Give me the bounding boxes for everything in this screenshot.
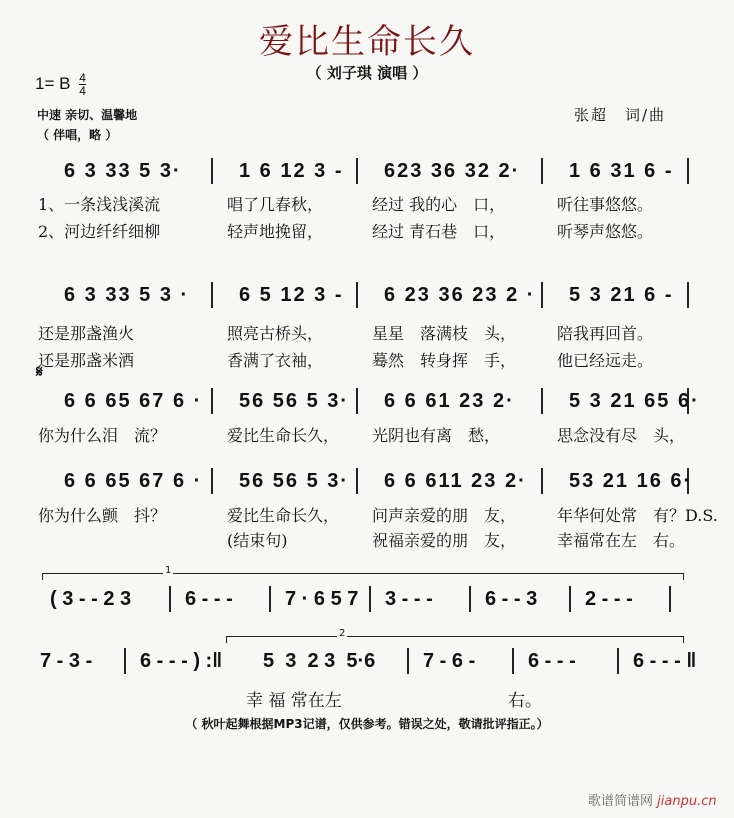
lyrics-line — [38, 221, 689, 243]
measure: 6 - - - ‖ — [633, 650, 697, 672]
measure: 7 - 3 - — [26, 648, 126, 674]
measure: 5 3 21 6 - — [543, 282, 689, 308]
notation-line — [38, 158, 689, 184]
measure: 5 3 21 65 6· — [543, 388, 689, 414]
lyric-segment: 爱比生命长久， — [227, 426, 340, 445]
measure: 6 3 33 5 3· — [38, 158, 213, 184]
lyrics-line — [38, 530, 689, 552]
key-signature — [35, 72, 86, 97]
lyric-segment: 你为什么泪 流？ — [38, 426, 167, 445]
lyric-segment: 还是那盏渔火 — [38, 324, 135, 343]
lyric-segment: 香满了衣袖， — [227, 351, 324, 370]
time-sig-top: 4 — [79, 71, 86, 85]
measure: 3 - - - — [371, 586, 471, 612]
lyric-segment: 光阴也有离 愁， — [372, 426, 501, 445]
lyric-segment: 轻声地挽留， — [227, 222, 324, 241]
lyric-segment: 你为什么颤 抖？ — [38, 506, 167, 525]
lyric-segment: 还是那盏米酒 — [38, 351, 135, 370]
composer-credit: 张超 词/曲 — [574, 106, 667, 124]
lyric-segment: 问声亲爱的朋 友， — [372, 506, 517, 525]
measure: ( 3 - - 2 3 — [36, 586, 171, 612]
lyric-segment: 听往事悠悠。 — [557, 195, 654, 214]
time-signature — [79, 72, 86, 97]
lyric-segment: 星星 落满枝 头， — [372, 324, 517, 343]
lyrics-line — [38, 323, 689, 345]
measure: 53 21 16 6· — [543, 468, 689, 494]
lyric-segment: (结束句) — [227, 531, 288, 550]
accompaniment-note: （ 伴唱，略 ） — [37, 128, 118, 142]
measure: 623 36 32 2· — [358, 158, 543, 184]
measure: 6 6 65 67 6 · — [38, 468, 213, 494]
lyrics-line — [38, 194, 689, 216]
measure: 6 5 12 3 - — [213, 282, 358, 308]
segno-sign: 𝄋 — [36, 362, 43, 381]
performer: （ 刘子琪 演唱 ） — [306, 64, 428, 82]
watermark-text: 歌谱简谱网 — [588, 794, 654, 809]
lyric-segment: 经过 青石巷 口， — [372, 222, 506, 241]
lyric-segment: 2、河边纤纤细柳 — [38, 222, 161, 241]
measure: 6 - - 3 — [471, 586, 571, 612]
lyric-segment: 唱了几春秋， — [227, 195, 324, 214]
lyric-segment: 祝福亲爱的朋 友， — [372, 531, 517, 550]
measure: 6 3 33 5 3 · — [38, 282, 213, 308]
lyrics-line — [38, 505, 718, 527]
lyric-segment: 他已经远走。 — [557, 351, 654, 370]
ending-label: 1 — [165, 565, 172, 576]
lyrics-line — [38, 425, 689, 447]
measure: 6 - - - — [514, 648, 619, 674]
time-sig-bottom: 4 — [79, 84, 86, 98]
lyric-segment: 经过 我的心 口， — [372, 195, 506, 214]
lyric-segment: 照亮古桥头， — [227, 324, 324, 343]
notation-line — [38, 282, 689, 308]
first-ending-bracket — [42, 565, 684, 580]
lyric-segment: 幸福常在左 右。 — [557, 531, 686, 550]
lyric-segment: 年华何处常 有？D.S. — [557, 506, 718, 525]
measure: 6 6 61 23 2· — [358, 388, 543, 414]
lyric-segment: 蓦然 转身挥 手， — [372, 351, 517, 370]
measure: 6 23 36 23 2 · — [358, 282, 543, 308]
transcriber-note: （ 秋叶起舞根据MP3记谱，仅供参考。错误之处，敬请批评指正。） — [185, 717, 549, 731]
measure: 1 6 12 3 - — [213, 158, 358, 184]
measure: 56 56 5 3· — [213, 468, 358, 494]
measure: 56 56 5 3· — [213, 388, 358, 414]
ending-lyric: 右。 — [508, 691, 542, 711]
second-ending-bracket — [226, 628, 684, 643]
lyrics-line — [38, 350, 689, 372]
ending-line — [26, 648, 717, 674]
lyric-segment: 爱比生命长久， — [227, 506, 340, 525]
watermark — [588, 790, 717, 809]
measure: 2 - - - — [571, 586, 671, 612]
measure: 7 · 6 5 7 — [271, 586, 371, 612]
measure: 6 6 65 67 6 · — [38, 388, 213, 414]
watermark-site: jianpu.cn — [657, 794, 717, 809]
lyric-segment: 陪我再回首。 — [557, 324, 654, 343]
ending-label: 2 — [339, 628, 346, 639]
measure: 6 - - - ) :‖ — [140, 650, 223, 672]
tempo-marking: 中速 亲切、温馨地 — [37, 108, 138, 122]
notation-line — [38, 468, 693, 494]
notation-line — [38, 388, 700, 414]
lyric-segment: 1、一条浅浅溪流 — [38, 195, 161, 214]
lyric-segment: 思念没有尽 头， — [557, 426, 686, 445]
measure: 6 6 611 23 2· — [358, 468, 543, 494]
ending-lyric: 幸 福 常在左 — [246, 691, 342, 711]
lyric-segment — [38, 530, 213, 552]
measure: 5 3 2 3 5·6 — [249, 648, 409, 674]
intro-line — [36, 586, 671, 612]
lyric-segment: 听琴声悠悠。 — [557, 222, 654, 241]
measure: 6 - - - — [171, 586, 271, 612]
measure: 7 - 6 - — [409, 648, 514, 674]
song-title: 爱比生命长久 — [259, 22, 475, 62]
measure: 1 6 31 6 - — [543, 158, 689, 184]
key-label: 1= B — [35, 73, 71, 93]
